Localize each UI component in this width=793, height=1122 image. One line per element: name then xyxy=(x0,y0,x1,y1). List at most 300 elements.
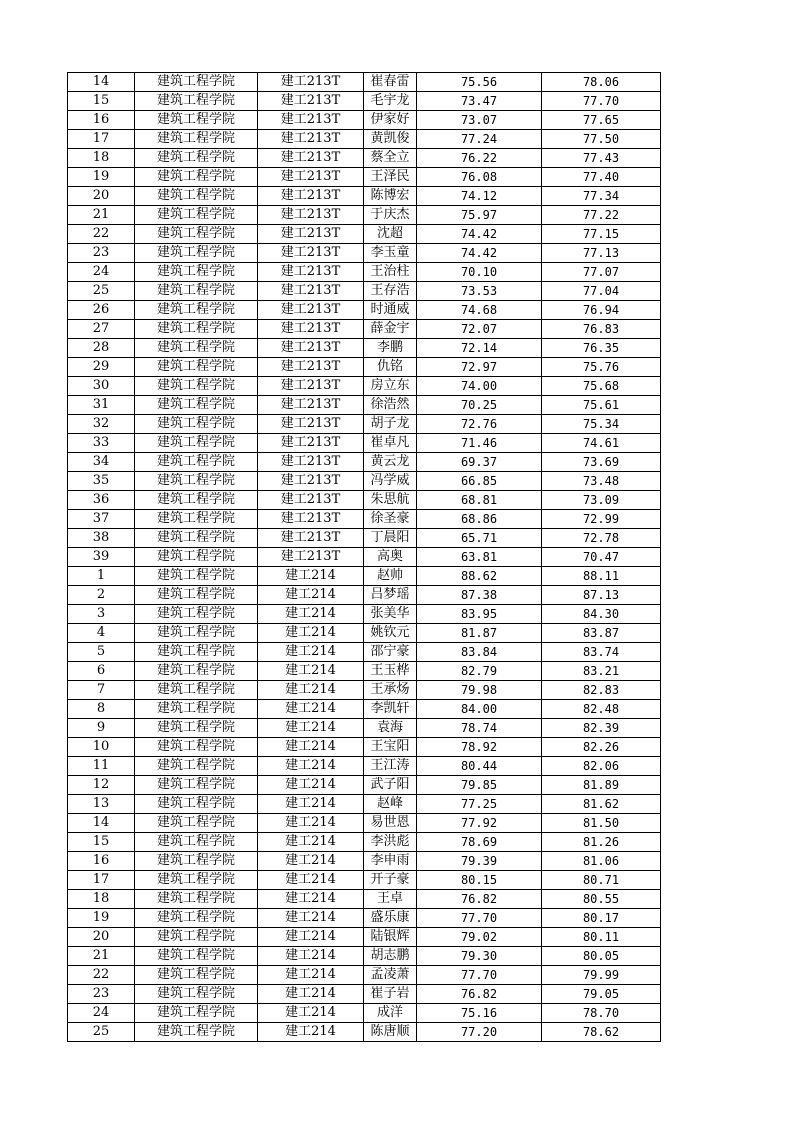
table-row xyxy=(68,681,661,700)
score-a-cell: 83.84 xyxy=(417,643,542,662)
score-a-cell: 68.81 xyxy=(417,491,542,510)
score-b-cell: 75.68 xyxy=(542,377,661,396)
student-name-cell: 陆银辉 xyxy=(364,928,417,947)
class-cell: 建工213T xyxy=(258,415,364,434)
student-name-cell: 毛宇龙 xyxy=(364,92,417,111)
class-cell: 建工214 xyxy=(258,738,364,757)
row-number: 16 xyxy=(68,852,135,871)
table-body xyxy=(68,73,661,1042)
class-cell: 建工214 xyxy=(258,985,364,1004)
class-cell: 建工213T xyxy=(258,358,364,377)
score-b-cell: 74.61 xyxy=(542,434,661,453)
score-a-cell: 76.82 xyxy=(417,985,542,1004)
student-name-cell: 胡志鹏 xyxy=(364,947,417,966)
class-cell: 建工213T xyxy=(258,130,364,149)
row-number: 16 xyxy=(68,111,135,130)
score-a-cell: 66.85 xyxy=(417,472,542,491)
row-number: 25 xyxy=(68,1023,135,1042)
college-cell: 建筑工程学院 xyxy=(135,73,258,92)
student-name-cell: 李玉童 xyxy=(364,244,417,263)
class-cell: 建工214 xyxy=(258,890,364,909)
row-number: 22 xyxy=(68,225,135,244)
class-cell: 建工214 xyxy=(258,567,364,586)
score-b-cell: 80.17 xyxy=(542,909,661,928)
row-number: 12 xyxy=(68,776,135,795)
class-cell: 建工214 xyxy=(258,909,364,928)
student-name-cell: 黄凯俊 xyxy=(364,130,417,149)
college-cell: 建筑工程学院 xyxy=(135,472,258,491)
table-row xyxy=(68,149,661,168)
class-cell: 建工213T xyxy=(258,320,364,339)
table-row xyxy=(68,472,661,491)
student-name-cell: 薛金宇 xyxy=(364,320,417,339)
row-number: 9 xyxy=(68,719,135,738)
score-b-cell: 81.06 xyxy=(542,852,661,871)
score-a-cell: 79.85 xyxy=(417,776,542,795)
table-row xyxy=(68,719,661,738)
score-a-cell: 75.16 xyxy=(417,1004,542,1023)
college-cell: 建筑工程学院 xyxy=(135,947,258,966)
score-a-cell: 77.92 xyxy=(417,814,542,833)
score-a-cell: 80.44 xyxy=(417,757,542,776)
class-cell: 建工213T xyxy=(258,225,364,244)
score-a-cell: 72.97 xyxy=(417,358,542,377)
score-a-cell: 74.00 xyxy=(417,377,542,396)
score-b-cell: 80.05 xyxy=(542,947,661,966)
row-number: 5 xyxy=(68,643,135,662)
class-cell: 建工213T xyxy=(258,377,364,396)
row-number: 21 xyxy=(68,947,135,966)
score-b-cell: 82.26 xyxy=(542,738,661,757)
row-number: 15 xyxy=(68,833,135,852)
row-number: 11 xyxy=(68,757,135,776)
row-number: 18 xyxy=(68,890,135,909)
student-name-cell: 李申雨 xyxy=(364,852,417,871)
row-number: 18 xyxy=(68,149,135,168)
college-cell: 建筑工程学院 xyxy=(135,928,258,947)
score-table xyxy=(67,72,661,1042)
table-row xyxy=(68,700,661,719)
score-b-cell: 72.78 xyxy=(542,529,661,548)
score-b-cell: 78.06 xyxy=(542,73,661,92)
row-number: 15 xyxy=(68,92,135,111)
score-b-cell: 84.30 xyxy=(542,605,661,624)
score-b-cell: 77.04 xyxy=(542,282,661,301)
class-cell: 建工214 xyxy=(258,643,364,662)
college-cell: 建筑工程学院 xyxy=(135,909,258,928)
class-cell: 建工213T xyxy=(258,472,364,491)
student-name-cell: 李凯轩 xyxy=(364,700,417,719)
table-row xyxy=(68,510,661,529)
row-number: 8 xyxy=(68,700,135,719)
class-cell: 建工214 xyxy=(258,833,364,852)
score-b-cell: 79.99 xyxy=(542,966,661,985)
score-a-cell: 70.10 xyxy=(417,263,542,282)
score-a-cell: 75.56 xyxy=(417,73,542,92)
score-a-cell: 74.12 xyxy=(417,187,542,206)
score-a-cell: 84.00 xyxy=(417,700,542,719)
score-a-cell: 63.81 xyxy=(417,548,542,567)
class-cell: 建工214 xyxy=(258,1004,364,1023)
student-name-cell: 黄云龙 xyxy=(364,453,417,472)
score-a-cell: 77.20 xyxy=(417,1023,542,1042)
row-number: 25 xyxy=(68,282,135,301)
score-b-cell: 76.35 xyxy=(542,339,661,358)
score-a-cell: 70.25 xyxy=(417,396,542,415)
score-b-cell: 82.06 xyxy=(542,757,661,776)
table-row xyxy=(68,244,661,263)
row-number: 19 xyxy=(68,168,135,187)
row-number: 23 xyxy=(68,985,135,1004)
class-cell: 建工213T xyxy=(258,301,364,320)
student-name-cell: 丁晨阳 xyxy=(364,529,417,548)
row-number: 23 xyxy=(68,244,135,263)
student-name-cell: 胡子龙 xyxy=(364,415,417,434)
college-cell: 建筑工程学院 xyxy=(135,263,258,282)
class-cell: 建工214 xyxy=(258,605,364,624)
score-a-cell: 78.74 xyxy=(417,719,542,738)
score-b-cell: 80.55 xyxy=(542,890,661,909)
score-a-cell: 73.47 xyxy=(417,92,542,111)
score-a-cell: 74.68 xyxy=(417,301,542,320)
score-b-cell: 87.13 xyxy=(542,586,661,605)
table-row xyxy=(68,662,661,681)
class-cell: 建工214 xyxy=(258,719,364,738)
student-name-cell: 易世恩 xyxy=(364,814,417,833)
class-cell: 建工214 xyxy=(258,928,364,947)
score-a-cell: 77.70 xyxy=(417,909,542,928)
student-name-cell: 仇铭 xyxy=(364,358,417,377)
table-row xyxy=(68,358,661,377)
college-cell: 建筑工程学院 xyxy=(135,377,258,396)
college-cell: 建筑工程学院 xyxy=(135,966,258,985)
student-name-cell: 吕梦瑶 xyxy=(364,586,417,605)
student-name-cell: 王江涛 xyxy=(364,757,417,776)
student-name-cell: 张美华 xyxy=(364,605,417,624)
score-b-cell: 83.87 xyxy=(542,624,661,643)
college-cell: 建筑工程学院 xyxy=(135,795,258,814)
score-b-cell: 88.11 xyxy=(542,567,661,586)
student-name-cell: 崔卓凡 xyxy=(364,434,417,453)
table-row xyxy=(68,928,661,947)
table-row xyxy=(68,833,661,852)
student-name-cell: 房立东 xyxy=(364,377,417,396)
score-a-cell: 74.42 xyxy=(417,244,542,263)
score-b-cell: 77.70 xyxy=(542,92,661,111)
college-cell: 建筑工程学院 xyxy=(135,282,258,301)
college-cell: 建筑工程学院 xyxy=(135,890,258,909)
row-number: 20 xyxy=(68,187,135,206)
table-row xyxy=(68,1004,661,1023)
college-cell: 建筑工程学院 xyxy=(135,624,258,643)
score-b-cell: 77.43 xyxy=(542,149,661,168)
score-a-cell: 76.82 xyxy=(417,890,542,909)
table-row xyxy=(68,890,661,909)
class-cell: 建工213T xyxy=(258,434,364,453)
table-row xyxy=(68,548,661,567)
score-b-cell: 83.74 xyxy=(542,643,661,662)
college-cell: 建筑工程学院 xyxy=(135,453,258,472)
table-row xyxy=(68,776,661,795)
student-name-cell: 王承炀 xyxy=(364,681,417,700)
row-number: 35 xyxy=(68,472,135,491)
college-cell: 建筑工程学院 xyxy=(135,491,258,510)
student-name-cell: 伊家好 xyxy=(364,111,417,130)
college-cell: 建筑工程学院 xyxy=(135,586,258,605)
table-row xyxy=(68,757,661,776)
row-number: 7 xyxy=(68,681,135,700)
table-row xyxy=(68,966,661,985)
table-row xyxy=(68,396,661,415)
class-cell: 建工214 xyxy=(258,776,364,795)
table-row xyxy=(68,814,661,833)
row-number: 2 xyxy=(68,586,135,605)
student-name-cell: 徐圣豪 xyxy=(364,510,417,529)
student-name-cell: 成洋 xyxy=(364,1004,417,1023)
row-number: 20 xyxy=(68,928,135,947)
student-name-cell: 陈博宏 xyxy=(364,187,417,206)
class-cell: 建工214 xyxy=(258,757,364,776)
score-a-cell: 77.25 xyxy=(417,795,542,814)
class-cell: 建工213T xyxy=(258,244,364,263)
college-cell: 建筑工程学院 xyxy=(135,548,258,567)
college-cell: 建筑工程学院 xyxy=(135,320,258,339)
row-number: 14 xyxy=(68,73,135,92)
class-cell: 建工213T xyxy=(258,491,364,510)
college-cell: 建筑工程学院 xyxy=(135,852,258,871)
student-name-cell: 王泽民 xyxy=(364,168,417,187)
college-cell: 建筑工程学院 xyxy=(135,111,258,130)
student-name-cell: 王存浩 xyxy=(364,282,417,301)
score-a-cell: 78.69 xyxy=(417,833,542,852)
student-name-cell: 时通威 xyxy=(364,301,417,320)
score-a-cell: 76.08 xyxy=(417,168,542,187)
student-name-cell: 徐浩然 xyxy=(364,396,417,415)
college-cell: 建筑工程学院 xyxy=(135,510,258,529)
student-name-cell: 蔡全立 xyxy=(364,149,417,168)
college-cell: 建筑工程学院 xyxy=(135,833,258,852)
score-b-cell: 83.21 xyxy=(542,662,661,681)
student-name-cell: 王玉桦 xyxy=(364,662,417,681)
class-cell: 建工213T xyxy=(258,149,364,168)
class-cell: 建工214 xyxy=(258,852,364,871)
class-cell: 建工213T xyxy=(258,548,364,567)
row-number: 33 xyxy=(68,434,135,453)
student-name-cell: 陈唐顺 xyxy=(364,1023,417,1042)
table-row xyxy=(68,130,661,149)
student-name-cell: 沈超 xyxy=(364,225,417,244)
row-number: 39 xyxy=(68,548,135,567)
row-number: 14 xyxy=(68,814,135,833)
score-a-cell: 73.07 xyxy=(417,111,542,130)
class-cell: 建工213T xyxy=(258,282,364,301)
class-cell: 建工213T xyxy=(258,92,364,111)
score-a-cell: 87.38 xyxy=(417,586,542,605)
college-cell: 建筑工程学院 xyxy=(135,605,258,624)
score-b-cell: 77.22 xyxy=(542,206,661,225)
class-cell: 建工214 xyxy=(258,662,364,681)
score-b-cell: 82.48 xyxy=(542,700,661,719)
student-name-cell: 李鹏 xyxy=(364,339,417,358)
score-a-cell: 71.46 xyxy=(417,434,542,453)
score-b-cell: 75.61 xyxy=(542,396,661,415)
student-name-cell: 崔子岩 xyxy=(364,985,417,1004)
score-b-cell: 70.47 xyxy=(542,548,661,567)
table-row xyxy=(68,187,661,206)
row-number: 21 xyxy=(68,206,135,225)
table-row xyxy=(68,947,661,966)
college-cell: 建筑工程学院 xyxy=(135,149,258,168)
score-b-cell: 78.70 xyxy=(542,1004,661,1023)
student-name-cell: 武子阳 xyxy=(364,776,417,795)
college-cell: 建筑工程学院 xyxy=(135,130,258,149)
student-name-cell: 王宝阳 xyxy=(364,738,417,757)
college-cell: 建筑工程学院 xyxy=(135,776,258,795)
class-cell: 建工214 xyxy=(258,871,364,890)
college-cell: 建筑工程学院 xyxy=(135,529,258,548)
score-a-cell: 79.02 xyxy=(417,928,542,947)
college-cell: 建筑工程学院 xyxy=(135,1004,258,1023)
row-number: 29 xyxy=(68,358,135,377)
score-b-cell: 81.50 xyxy=(542,814,661,833)
row-number: 30 xyxy=(68,377,135,396)
score-b-cell: 82.39 xyxy=(542,719,661,738)
student-name-cell: 赵峰 xyxy=(364,795,417,814)
row-number: 27 xyxy=(68,320,135,339)
student-name-cell: 赵帅 xyxy=(364,567,417,586)
row-number: 37 xyxy=(68,510,135,529)
student-name-cell: 高奥 xyxy=(364,548,417,567)
table-row xyxy=(68,225,661,244)
row-number: 36 xyxy=(68,491,135,510)
score-a-cell: 79.98 xyxy=(417,681,542,700)
row-number: 32 xyxy=(68,415,135,434)
score-a-cell: 77.70 xyxy=(417,966,542,985)
score-a-cell: 77.24 xyxy=(417,130,542,149)
student-name-cell: 袁海 xyxy=(364,719,417,738)
college-cell: 建筑工程学院 xyxy=(135,719,258,738)
table-row xyxy=(68,453,661,472)
student-name-cell: 邵宁豪 xyxy=(364,643,417,662)
score-b-cell: 77.50 xyxy=(542,130,661,149)
score-a-cell: 69.37 xyxy=(417,453,542,472)
row-number: 38 xyxy=(68,529,135,548)
score-b-cell: 82.83 xyxy=(542,681,661,700)
row-number: 26 xyxy=(68,301,135,320)
class-cell: 建工214 xyxy=(258,947,364,966)
college-cell: 建筑工程学院 xyxy=(135,738,258,757)
college-cell: 建筑工程学院 xyxy=(135,415,258,434)
score-a-cell: 68.86 xyxy=(417,510,542,529)
student-name-cell: 王卓 xyxy=(364,890,417,909)
table-row xyxy=(68,434,661,453)
row-number: 34 xyxy=(68,453,135,472)
table-row xyxy=(68,339,661,358)
score-b-cell: 76.83 xyxy=(542,320,661,339)
score-a-cell: 83.95 xyxy=(417,605,542,624)
class-cell: 建工213T xyxy=(258,168,364,187)
table-row xyxy=(68,643,661,662)
table-row xyxy=(68,206,661,225)
score-b-cell: 80.11 xyxy=(542,928,661,947)
score-b-cell: 81.89 xyxy=(542,776,661,795)
table-row xyxy=(68,1023,661,1042)
score-b-cell: 77.34 xyxy=(542,187,661,206)
table-row xyxy=(68,263,661,282)
row-number: 31 xyxy=(68,396,135,415)
score-sheet xyxy=(67,72,661,1042)
score-b-cell: 73.69 xyxy=(542,453,661,472)
row-number: 19 xyxy=(68,909,135,928)
college-cell: 建筑工程学院 xyxy=(135,187,258,206)
score-a-cell: 65.71 xyxy=(417,529,542,548)
student-name-cell: 冯学威 xyxy=(364,472,417,491)
row-number: 3 xyxy=(68,605,135,624)
score-a-cell: 72.07 xyxy=(417,320,542,339)
student-name-cell: 姚钦元 xyxy=(364,624,417,643)
table-row xyxy=(68,320,661,339)
college-cell: 建筑工程学院 xyxy=(135,985,258,1004)
college-cell: 建筑工程学院 xyxy=(135,434,258,453)
table-row xyxy=(68,111,661,130)
table-row xyxy=(68,73,661,92)
college-cell: 建筑工程学院 xyxy=(135,567,258,586)
class-cell: 建工214 xyxy=(258,586,364,605)
score-b-cell: 81.26 xyxy=(542,833,661,852)
student-name-cell: 朱思航 xyxy=(364,491,417,510)
score-a-cell: 76.22 xyxy=(417,149,542,168)
class-cell: 建工214 xyxy=(258,1023,364,1042)
score-b-cell: 77.13 xyxy=(542,244,661,263)
row-number: 28 xyxy=(68,339,135,358)
table-row xyxy=(68,567,661,586)
college-cell: 建筑工程学院 xyxy=(135,871,258,890)
class-cell: 建工213T xyxy=(258,529,364,548)
college-cell: 建筑工程学院 xyxy=(135,757,258,776)
student-name-cell: 李洪彪 xyxy=(364,833,417,852)
score-b-cell: 75.34 xyxy=(542,415,661,434)
class-cell: 建工213T xyxy=(258,453,364,472)
row-number: 17 xyxy=(68,871,135,890)
class-cell: 建工214 xyxy=(258,814,364,833)
class-cell: 建工213T xyxy=(258,339,364,358)
student-name-cell: 崔春雷 xyxy=(364,73,417,92)
table-row xyxy=(68,871,661,890)
score-b-cell: 77.07 xyxy=(542,263,661,282)
score-a-cell: 78.92 xyxy=(417,738,542,757)
college-cell: 建筑工程学院 xyxy=(135,358,258,377)
score-b-cell: 76.94 xyxy=(542,301,661,320)
college-cell: 建筑工程学院 xyxy=(135,396,258,415)
score-b-cell: 79.05 xyxy=(542,985,661,1004)
score-b-cell: 77.40 xyxy=(542,168,661,187)
score-b-cell: 77.15 xyxy=(542,225,661,244)
student-name-cell: 王治柱 xyxy=(364,263,417,282)
table-row xyxy=(68,168,661,187)
score-b-cell: 80.71 xyxy=(542,871,661,890)
score-b-cell: 81.62 xyxy=(542,795,661,814)
student-name-cell: 开子豪 xyxy=(364,871,417,890)
table-row xyxy=(68,624,661,643)
college-cell: 建筑工程学院 xyxy=(135,301,258,320)
table-row xyxy=(68,985,661,1004)
table-row xyxy=(68,795,661,814)
score-b-cell: 73.48 xyxy=(542,472,661,491)
college-cell: 建筑工程学院 xyxy=(135,206,258,225)
score-b-cell: 72.99 xyxy=(542,510,661,529)
score-b-cell: 75.76 xyxy=(542,358,661,377)
table-row xyxy=(68,491,661,510)
